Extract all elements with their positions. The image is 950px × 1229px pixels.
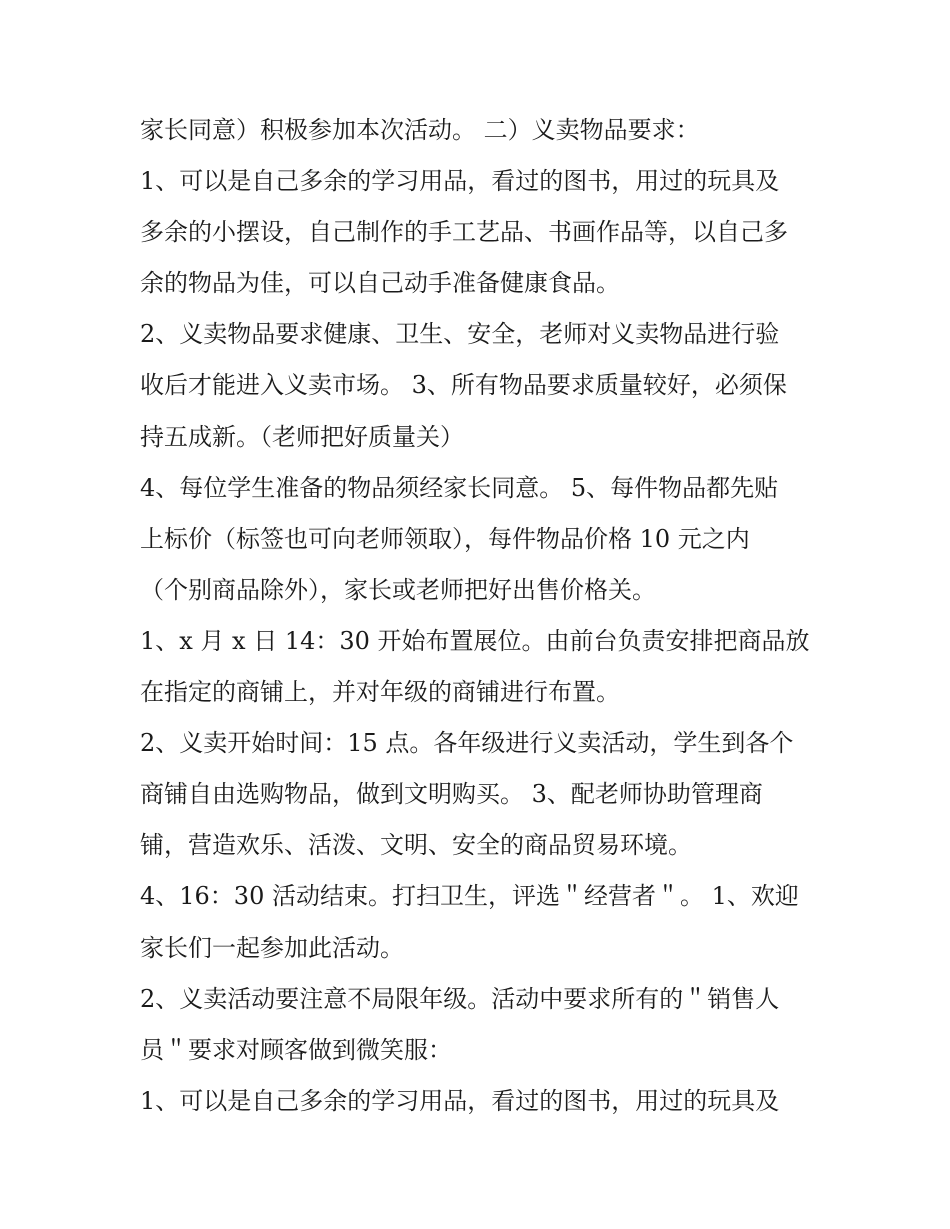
text-line: 2、义卖物品要求健康、卫生、安全，老师对义卖物品进行验 xyxy=(140,320,780,349)
text-line: 上标价（标签也可向老师领取），每件物品价格 10 元之内 xyxy=(140,524,750,553)
text-line: 员＂要求对顾客做到微笑服： xyxy=(140,1035,452,1064)
text-line: 1、可以是自己多余的学习用品，看过的图书，用过的玩具及 xyxy=(140,1086,780,1115)
text-line: 持五成新。（老师把好质量关） xyxy=(140,422,464,451)
text-line: （个别商品除外），家长或老师把好出售价格关。 xyxy=(140,575,656,604)
text-line: 4、每位学生准备的物品须经家长同意。 5、每件物品都先贴 xyxy=(140,473,779,502)
text-line: 2、义卖开始时间：15 点。各年级进行义卖活动，学生到各个 xyxy=(140,729,794,758)
text-line: 铺，营造欢乐、活泼、文明、安全的商品贸易环境。 xyxy=(140,831,692,860)
text-line: 余的物品为佳，可以自己动手准备健康食品。 xyxy=(140,269,620,298)
text-line: 家长同意）积极参加本次活动。 二）义卖物品要求： xyxy=(140,116,700,144)
document-body xyxy=(140,105,830,1127)
text-line: 4、16：30 活动结束。打扫卫生，评选＂经营者＂。 1、欢迎 xyxy=(140,882,799,911)
text-line: 在指定的商铺上，并对年级的商铺进行布置。 xyxy=(140,678,620,707)
text-line: 多余的小摆设，自己制作的手工艺品、书画作品等，以自己多 xyxy=(140,218,788,247)
text-line: 1、可以是自己多余的学习用品，看过的图书，用过的玩具及 xyxy=(140,167,780,196)
text-line: 家长们一起参加此活动。 xyxy=(140,933,404,962)
text-line: 收后才能进入义卖市场。 3、所有物品要求质量较好，必须保 xyxy=(140,371,787,400)
text-line: 商铺自由选购物品，做到文明购买。 3、配老师协助管理商 xyxy=(140,780,763,809)
text-line: 2、义卖活动要注意不局限年级。活动中要求所有的＂销售人 xyxy=(140,984,780,1013)
text-line: 1、x 月 x 日 14：30 开始布置展位。由前台负责安排把商品放 xyxy=(140,626,810,655)
